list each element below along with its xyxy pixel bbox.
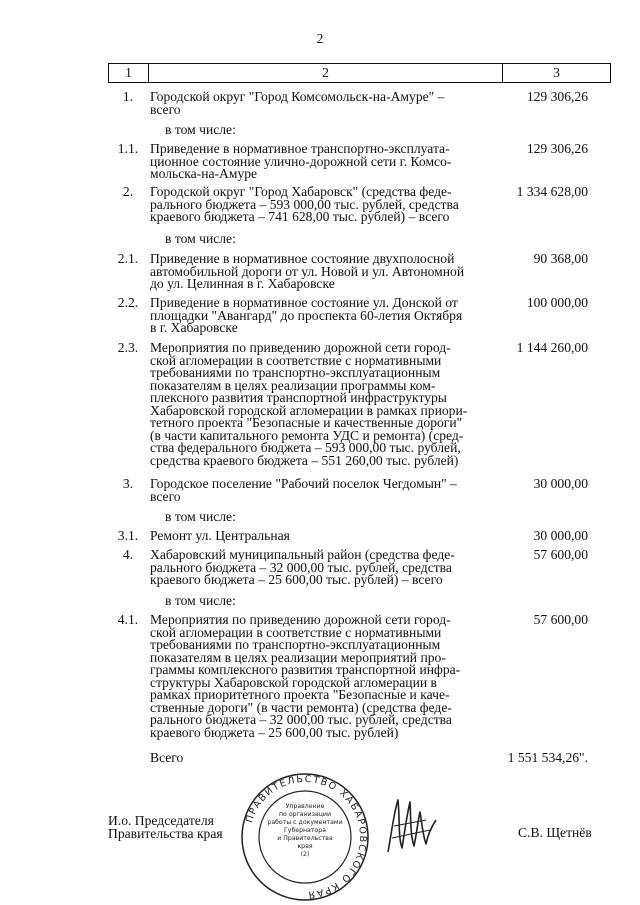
row-number: 1.1. [117,141,139,156]
row-description: Мероприятия по приведению дорожной сети город- ской агломерации в соответствие с нормативными требованиями по транспортно-эксплуатационным показателям в целях реализации программы ком- плексного развития транспортной инфраструктуры Хабаровской городской агломерации в рамках приори- тетного проекта "Безопасные и качественные дороги" (в части капитального ремонта УДС и ремонта) (сред- ства федерального бюджета – 593 000,00 тыс. рублей, средства краевого бюджета – 551 260,00 тыс. рублей) [150,340,468,468]
row-amount: 129 306,26 [526,89,588,104]
stamp-inner-line: Губернатора [284,827,326,834]
handwritten-signature [380,790,440,860]
row-amount: 1 551 534,26". [507,750,588,765]
row-description: Городское поселение "Рабочий поселок Чегдомын" – всего [150,476,457,504]
row-amount: 30 000,00 [533,528,588,543]
page-number: 2 [316,31,324,46]
signatory-name: С.В. Щетнёв [518,825,592,840]
row-number: 1. [122,89,134,104]
row-description: Городской округ "Город Хабаровск" (средства феде- рального бюджета – 593 000,00 тыс. рублей, средства краевого бюджета – 741 628,00 тыс. рублей) – всего [150,184,459,224]
stamp-inner-line: по организации [279,811,331,818]
header-col-3: 3 [502,63,611,83]
row-description: Всего [150,750,184,765]
row-amount: 57 600,00 [533,547,588,562]
row-amount: 90 368,00 [533,251,588,266]
row-amount: 129 306,26 [526,141,588,156]
row-description: Хабаровский муниципальный район (средства феде- рального бюджета – 32 000,00 тыс. рублей, средства краевого бюджета – 25 600,00 тыс. рублей) – всего [150,547,455,587]
stamp-inner-line: и Правительства [277,835,333,842]
stamp-inner-line: Управление [285,803,325,810]
row-number: 4. [122,547,134,562]
row-description: Мероприятия по приведению дорожной сети город- ской агломерации в соответствие с нормативными требованиями по транспортно-эксплуатационным показателям в целях реализации мероприятий про- граммы комплексного развития транспортной инфра- структуры Хабаровской городской агломерации в рамках приоритетного проекта "Безопасные и каче- ственные дороги" (в части ремонта) (средства феде- рального бюджета – 32 000,00 тыс. рублей, средства краевого бюджета – 25 600,00 тыс. рублей) [150,612,461,740]
row-description: Приведение в нормативное состояние ул. Донской от площадки "Авангард" до проспекта 60-летия Октября в г. Хабаровске [150,295,463,335]
row-amount: 30 000,00 [533,476,588,491]
row-number: 2.3. [117,340,139,355]
row-number: 2.1. [117,251,139,266]
row-description: в том числе: [165,231,236,246]
row-amount: 57 600,00 [533,612,588,627]
stamp-inner-line: (2) [300,851,310,858]
header-col-1: 1 [108,63,149,83]
row-amount: 100 000,00 [526,295,588,310]
row-number: 2.2. [117,295,139,310]
row-number: 4.1. [117,612,139,627]
row-description: Городской округ "Город Комсомольск-на-Амуре" – всего [150,89,445,117]
row-description: Ремонт ул. Центральная [150,528,290,543]
official-stamp [235,770,375,905]
row-number: 3.1. [117,528,139,543]
row-number: 2. [122,184,134,199]
row-number: 3. [122,476,134,491]
stamp-inner-line: работы с документами [267,819,343,826]
row-description: Приведение в нормативное транспортно-эксплуата- ционное состояние улично-дорожной сети г. Комсо- мольска-на-Амуре [150,141,452,181]
row-description: в том числе: [165,509,236,524]
stamp-outer-text: ПРАВИТЕЛЬСТВО ХАБАРОВСКОГО КРАЯ [243,773,369,901]
row-description: в том числе: [165,593,236,608]
row-amount: 1 144 260,00 [516,340,588,355]
row-amount: 1 334 628,00 [516,184,588,199]
header-col-2: 2 [148,63,503,83]
stamp-inner-line: края [297,843,313,850]
signatory-title: И.о. Председателя Правительства края [108,813,223,841]
row-description: Приведение в нормативное состояние двухполосной автомобильной дороги от ул. Новой и ул. Автономной до ул. Целинная в г. Хабаровске [150,251,465,291]
row-description: в том числе: [165,122,236,137]
